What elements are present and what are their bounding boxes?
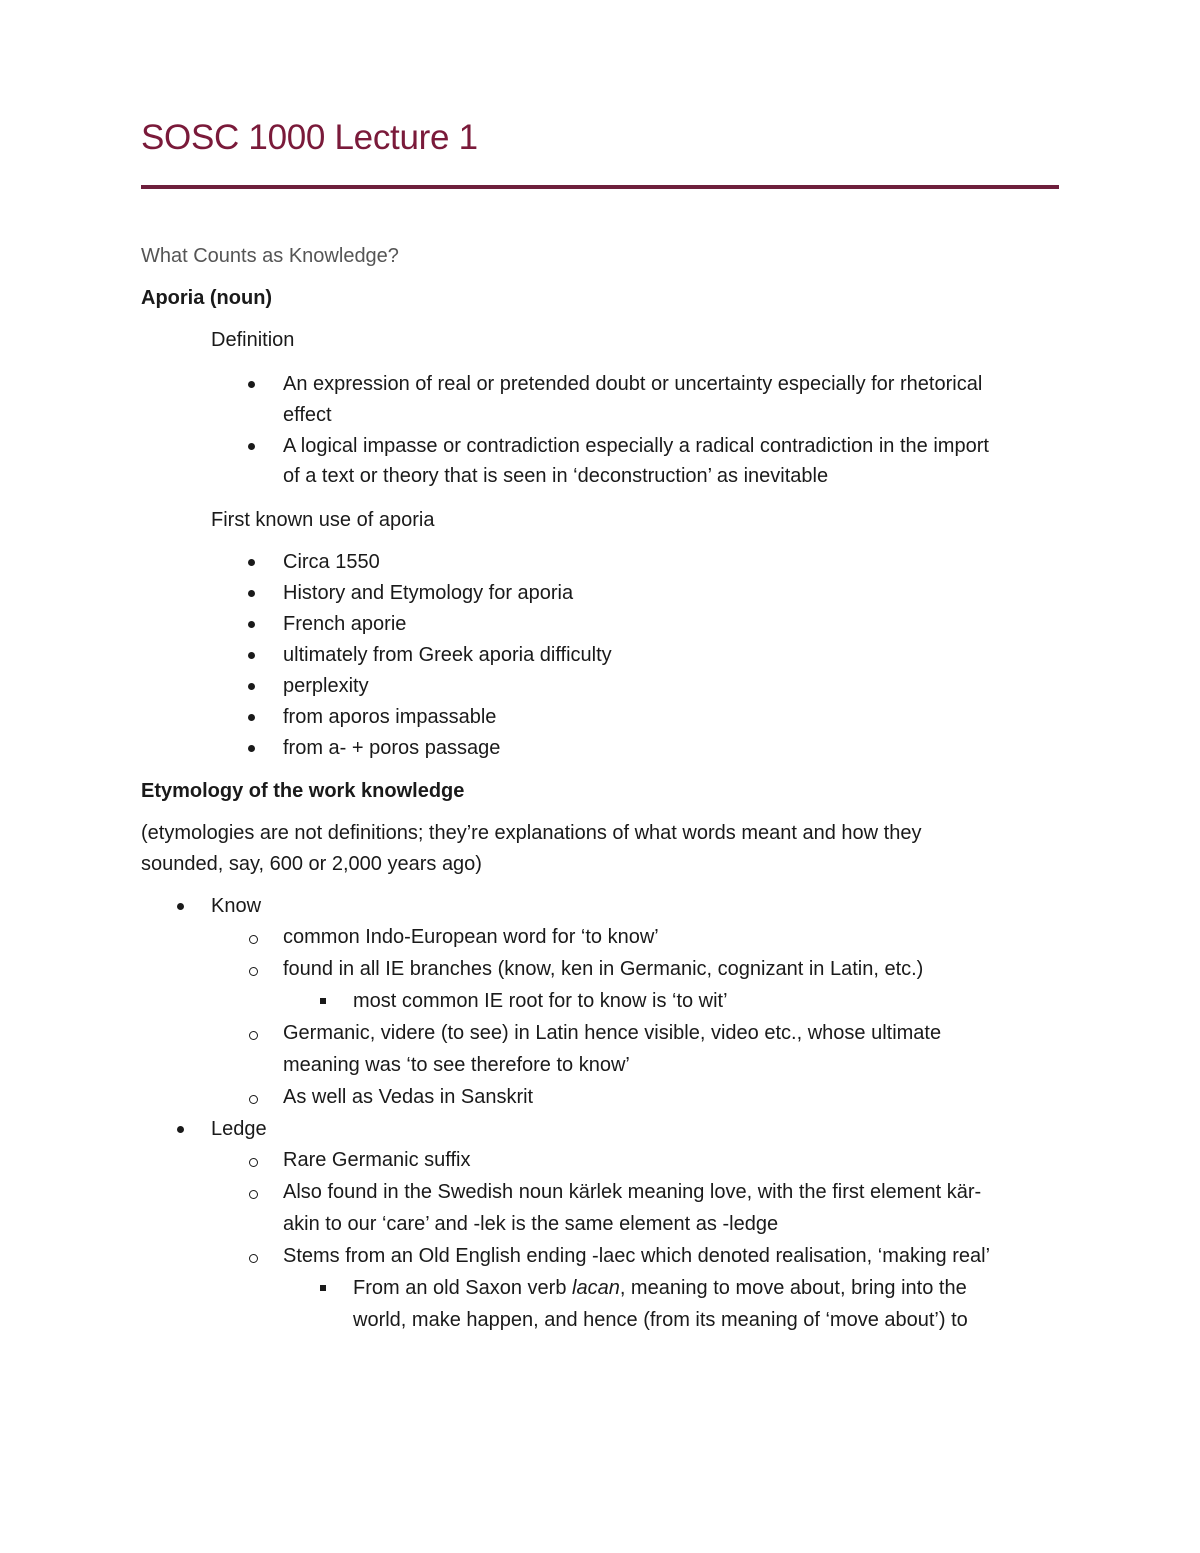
square-bullet-icon [320,1285,326,1291]
saxon-post: , meaning to move about, bring into the [619,1277,967,1299]
know-subitem: most common IE root for to know is ‘to wit’ [353,990,728,1012]
definition-2-line-2: of a text or theory that is seen in ‘deconstruction’ as inevitable [283,465,829,487]
saxon-verb: lacan [572,1277,620,1299]
bullet-icon [248,559,255,566]
etymology-note-line-2: sounded, say, 600 or 2,000 years ago) [141,853,482,875]
etymology-heading: Etymology of the work knowledge [141,780,465,802]
first-use-item: Circa 1550 [283,551,380,573]
first-use-label: First known use of aporia [211,509,435,531]
square-bullet-icon [320,998,326,1004]
bullet-icon [248,652,255,659]
circle-bullet-icon [249,1031,258,1040]
first-use-item: from aporos impassable [283,706,497,728]
aporia-heading: Aporia (noun) [141,287,273,309]
bullet-icon [248,621,255,628]
know-item: As well as Vedas in Sanskrit [283,1086,534,1108]
bullet-icon [177,1126,184,1133]
ledge-item: Stems from an Old English ending -laec which denoted realisation, ‘making real’ [283,1245,991,1267]
circle-bullet-icon [249,967,258,976]
saxon-pre: From an old Saxon verb [353,1277,572,1299]
first-use-item: from a- + poros passage [283,737,501,759]
ledge-label: Ledge [211,1118,267,1140]
etymology-note-line-1: (etymologies are not definitions; they’re explanations of what words meant and how they [141,822,922,844]
ledge-subitem-line-1 [353,1273,967,1304]
bullet-icon [248,590,255,597]
circle-bullet-icon [249,935,258,944]
section-subtitle: What Counts as Knowledge? [141,245,399,267]
bullet-icon [248,745,255,752]
definition-1-line-2: effect [283,404,332,426]
circle-bullet-icon [249,1254,258,1263]
know-label: Know [211,895,262,917]
first-use-item: perplexity [283,675,369,697]
bullet-icon [248,443,255,450]
ledge-subitem-line-2: world, make happen, and hence (from its meaning of ‘move about’) to [353,1309,968,1331]
bullet-icon [177,903,184,910]
circle-bullet-icon [249,1190,258,1199]
bullet-icon [248,683,255,690]
title-underline [141,185,1059,189]
ledge-item: Rare Germanic suffix [283,1149,471,1171]
definition-2-line-1: A logical impasse or contradiction especially a radical contradiction in the import [283,435,989,457]
know-item: common Indo-European word for ‘to know’ [283,926,659,948]
first-use-item: ultimately from Greek aporia difficulty [283,644,612,666]
first-use-item: French aporie [283,613,407,635]
know-item: found in all IE branches (know, ken in Germanic, cognizant in Latin, etc.) [283,958,924,980]
ledge-item-line-1: Also found in the Swedish noun kärlek meaning love, with the first element kär- [283,1181,982,1203]
document-title: SOSC 1000 Lecture 1 [141,118,478,157]
bullet-icon [248,714,255,721]
bullet-icon [248,381,255,388]
circle-bullet-icon [249,1095,258,1104]
first-use-item: History and Etymology for aporia [283,582,574,604]
know-item-line-1: Germanic, videre (to see) in Latin hence visible, video etc., whose ultimate [283,1022,942,1044]
circle-bullet-icon [249,1158,258,1167]
ledge-item-line-2: akin to our ‘care’ and -lek is the same element as -ledge [283,1213,779,1235]
definition-label: Definition [211,329,295,351]
know-item-line-2: meaning was ‘to see therefore to know’ [283,1054,630,1076]
definition-1-line-1: An expression of real or pretended doubt or uncertainty especially for rhetorical [283,373,983,395]
